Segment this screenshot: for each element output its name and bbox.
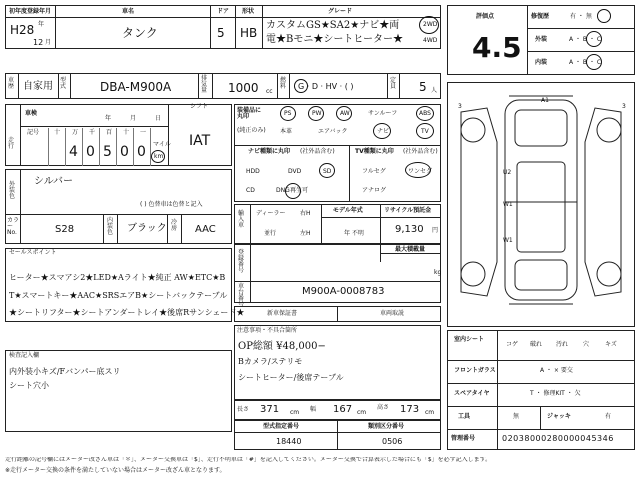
navi-title: ナビ種類に丸印 xyxy=(248,148,291,155)
capacity-unit: 人 xyxy=(431,87,438,94)
inspector-label: 検査記入欄 xyxy=(9,352,40,359)
divider xyxy=(262,5,263,49)
divider xyxy=(198,73,199,99)
divider xyxy=(234,432,441,433)
chassis-label: 車台番号 xyxy=(238,283,245,308)
equip-pw: PW xyxy=(312,110,322,117)
doors-label: ドア xyxy=(217,8,229,15)
digit-1: 0 xyxy=(86,144,95,160)
color-note: ( ) 色替車は色替と記入 xyxy=(140,201,203,208)
drive-4wd: 4WD xyxy=(423,37,438,44)
divider xyxy=(58,73,59,99)
tv-analog: アナログ xyxy=(362,187,387,194)
exterior-options: A ・ B ・ C xyxy=(569,36,602,43)
navi-playback: 再生可 xyxy=(290,187,309,194)
seat-label: 室内シート xyxy=(454,336,485,343)
divider xyxy=(234,281,441,282)
digit-hdr-5: 一 xyxy=(140,129,147,136)
equip-navi: ナビ xyxy=(377,128,390,135)
divider xyxy=(210,5,211,49)
sales-points-label: セールスポイント xyxy=(9,249,57,256)
equipment-label: 装備品に丸印 xyxy=(237,107,262,120)
class-label: 類別区分番号 xyxy=(368,423,405,430)
navi-dng: DNG xyxy=(276,187,290,194)
grade-label: グレード xyxy=(328,8,353,15)
digit-2: 5 xyxy=(103,144,112,160)
divider xyxy=(5,17,441,18)
interior-label: 内装 xyxy=(535,59,548,66)
height-unit: cm xyxy=(425,409,435,416)
car-name-label: 車名 xyxy=(122,8,135,15)
model-year-label: モデル年式 xyxy=(333,207,363,214)
tools-label: 工具 xyxy=(458,413,471,420)
car-name: タンク xyxy=(122,26,158,40)
note-line3: シートヒーター/後席テーブル xyxy=(238,373,344,382)
tools: 無 xyxy=(513,413,520,420)
air-conditioner: AAC xyxy=(195,224,216,235)
digit-hdr-1: 万 xyxy=(72,129,79,136)
equip-tv: TV xyxy=(421,128,429,135)
seat-opt-stain: 汚れ xyxy=(556,341,569,348)
import-parallel: 並行 xyxy=(264,230,277,237)
divider xyxy=(289,73,290,99)
divider xyxy=(48,128,49,166)
divider xyxy=(387,73,388,99)
equip-sunroof: サンルーフ xyxy=(368,110,398,117)
load-label: 最大積載量 xyxy=(395,246,426,253)
width-unit: cm xyxy=(357,409,367,416)
divider xyxy=(380,253,441,254)
divider xyxy=(103,214,104,244)
equip-airbag: エアバック xyxy=(318,128,348,135)
import-right: 右H xyxy=(300,210,311,217)
spare-label: スペアタイヤ xyxy=(454,390,490,397)
capacity: 5 xyxy=(419,80,427,94)
inspection-label: 車検 xyxy=(25,110,38,117)
jack: 有 xyxy=(605,413,612,420)
exterior-circle xyxy=(586,31,602,47)
wheel-fr xyxy=(597,118,621,142)
import-label: 輸入車 xyxy=(238,210,245,229)
digit-0: 4 xyxy=(69,144,78,160)
trunk xyxy=(515,260,567,290)
day-unit: 日 xyxy=(155,115,162,122)
equip-abs: ABS xyxy=(419,110,431,117)
divider xyxy=(55,5,56,49)
digit-3: 0 xyxy=(120,144,129,160)
footer-line2: ※走行メーター交換の条件を満たしていない場合はメーター改ざん車となります。 xyxy=(5,467,226,474)
interior-color-label: 内装色 xyxy=(107,217,114,236)
repair-circle xyxy=(597,9,611,23)
interior-circle xyxy=(586,54,602,70)
mark-right-3: 3 xyxy=(622,103,626,110)
car-body xyxy=(505,97,577,300)
seat-opt-hole: 穴 xyxy=(583,341,590,348)
height: 173 xyxy=(400,404,420,415)
inspector-line1: 内外装小キズ/Fバンパー底スリ xyxy=(9,367,121,376)
km-unit: km xyxy=(154,153,164,160)
exterior-color: シルバー xyxy=(34,176,74,187)
drive-2wd: 2WD xyxy=(423,21,438,28)
divider xyxy=(82,128,83,166)
shape: HB xyxy=(240,26,258,40)
reg-number-label: 登録番号 xyxy=(238,249,245,274)
mgmt-label: 管理番号 xyxy=(451,435,476,442)
equip-leather: 本革 xyxy=(280,128,293,135)
divider xyxy=(65,128,66,166)
divider xyxy=(399,73,400,99)
divider xyxy=(447,383,635,384)
divider xyxy=(234,145,441,146)
divider xyxy=(250,204,251,244)
grade-line1: カスタムGS★SA2★ナビ★両 xyxy=(266,20,400,31)
first-reg-month: 12 xyxy=(33,38,44,47)
divider xyxy=(150,128,151,166)
divider xyxy=(527,5,528,75)
inspector-block xyxy=(5,350,232,432)
hood xyxy=(515,110,567,146)
sales-point-line3: ★シートリフター★シートアンダートレイ★後席Rサンシェード★ xyxy=(9,308,245,317)
month-label: 月 xyxy=(45,39,52,46)
mile-unit: マイル xyxy=(153,141,171,148)
divider xyxy=(133,128,134,166)
divider xyxy=(117,214,118,244)
width: 167 xyxy=(333,404,353,415)
year-label: 年 xyxy=(38,21,45,28)
wheel-fl xyxy=(461,118,485,142)
digit-hdr-3: 百 xyxy=(106,129,113,136)
warranty-doc: 新車保証書 xyxy=(267,310,298,317)
digit-4: 0 xyxy=(137,144,146,160)
doors: 5 xyxy=(217,26,225,40)
divider xyxy=(5,214,232,215)
glass-options: A ・ × 要交 xyxy=(540,367,573,374)
travel-label: 走行 xyxy=(8,137,15,150)
equip-ps: PS xyxy=(284,110,292,117)
height-label: 高さ xyxy=(377,404,390,411)
jack-label: ジャッキ xyxy=(547,413,571,420)
import-dealer: ディーラー xyxy=(256,210,286,217)
mark-left-3: 3 xyxy=(458,103,462,110)
fuel-options: G · D · HV · ( ) xyxy=(298,82,354,91)
note-line2: Bカメラ/ステリモ xyxy=(238,357,303,366)
digit-hdr-4: 十 xyxy=(123,129,130,136)
mark-u2: U2 xyxy=(503,169,512,176)
divider xyxy=(447,406,635,407)
length-unit: cm xyxy=(290,409,300,416)
color-label: 外装色 xyxy=(9,181,16,200)
recycle-label: リサイクル預託金 xyxy=(384,207,432,214)
seat-opt-burn: コゲ xyxy=(506,341,519,348)
divider xyxy=(540,406,541,429)
tv-sub: (社外品含む) xyxy=(403,148,438,155)
divider xyxy=(167,214,168,244)
divider xyxy=(337,306,338,322)
navi-cd: CD xyxy=(246,187,255,194)
kg-unit: kg xyxy=(434,269,442,276)
model: DBA-M900A xyxy=(100,80,172,94)
repair-label: 修復歴 xyxy=(531,13,550,20)
equipment-label2: (純正のみ) xyxy=(237,127,266,134)
mark-a1: A1 xyxy=(541,97,549,104)
divider xyxy=(337,420,338,450)
first-reg-label: 初年度登録年月 xyxy=(9,8,52,15)
cc-unit: cc xyxy=(266,88,273,95)
notes-label: 注意事項・不具合箇所 xyxy=(237,327,298,334)
year-unit: 年 xyxy=(105,115,112,122)
class-number: 0506 xyxy=(382,437,403,446)
note-line1: OP総額 ¥48,000− xyxy=(238,341,326,352)
length-label: 長さ xyxy=(237,406,250,413)
divider xyxy=(20,126,168,127)
divider xyxy=(18,73,19,99)
divider xyxy=(99,128,100,166)
vehicle-label: 車歴 xyxy=(8,77,15,90)
divider xyxy=(321,217,441,218)
seat-opt-tear: 破れ xyxy=(530,341,543,348)
roof xyxy=(517,162,565,252)
divider xyxy=(277,73,278,99)
divider xyxy=(250,244,251,303)
divider xyxy=(527,28,635,29)
note-label: 記号 xyxy=(27,129,40,136)
mark-w1-lower: W1 xyxy=(503,237,513,244)
import-left: 左H xyxy=(300,230,311,237)
divider xyxy=(349,145,350,202)
divider xyxy=(235,5,236,49)
yen-unit: 円 xyxy=(432,227,439,234)
wheel-rr xyxy=(597,262,621,286)
shift-label: シフト xyxy=(190,103,209,110)
navi-sd: SD xyxy=(323,168,332,175)
manual-doc: 車両取説 xyxy=(380,310,405,317)
capacity-label: 定員 xyxy=(390,77,397,90)
footer-line1: 走行距離の記号欄にはメーター改ざん車は「＊」、メーター交換車は「$」、走行不明車は「#」を記入してください。メーター交換で合算表示した場合にも「$」を必ず記入します。 xyxy=(5,457,492,463)
model-year: 年 不明 xyxy=(344,230,364,237)
wheel-rl xyxy=(461,262,485,286)
sales-point-line2: T★スマートキー★AAC★SRSエアB★シートバックテーブル xyxy=(9,291,228,300)
divider xyxy=(447,360,635,361)
chassis-number: M900A-0008783 xyxy=(302,286,385,297)
divider xyxy=(168,104,169,166)
divider xyxy=(70,73,71,99)
seat-opt-scratch: キズ xyxy=(605,341,617,348)
grade-line2: 電★Bモニ★シートヒーター★ xyxy=(266,34,403,45)
exterior-label: 外装 xyxy=(535,36,548,43)
shift: IAT xyxy=(189,133,211,149)
shape-label: 形状 xyxy=(242,8,255,15)
type-label: 型式指定番号 xyxy=(263,423,300,430)
car-diagram-svg xyxy=(447,82,635,327)
tv-oneseg: ワンセグ xyxy=(408,168,433,175)
divider xyxy=(497,330,498,450)
displacement: 1000 xyxy=(228,81,259,95)
first-reg-year: H28 xyxy=(10,23,35,37)
tv-title: TV種類に丸印 xyxy=(355,148,394,155)
divider xyxy=(20,169,21,244)
digit-hdr-2: 千 xyxy=(89,129,96,136)
left-side xyxy=(461,108,497,296)
divider xyxy=(321,204,322,244)
mark-w1-upper: W1 xyxy=(503,201,513,208)
right-side xyxy=(585,108,621,296)
interior-options: A ・ B ・ C xyxy=(569,59,602,66)
navi-sub: (社外品含む) xyxy=(300,148,335,155)
disp-label: 排気量 xyxy=(201,75,208,94)
type-number: 18440 xyxy=(276,437,302,446)
score-label: 評価点 xyxy=(476,13,495,20)
interior-color: ブラック xyxy=(127,223,167,234)
inspector-line2: シート穴小 xyxy=(9,381,49,390)
model-label: 型式 xyxy=(60,77,67,90)
navi-hdd: HDD xyxy=(246,168,260,175)
recycle-fee: 9,130 xyxy=(395,224,424,235)
navi-dvd: DVD xyxy=(288,168,302,175)
spare-options: T ・ 修理KIT ・ 欠 xyxy=(530,390,581,397)
repair-options: 有 ・ 無 xyxy=(570,13,592,20)
width-label: 幅 xyxy=(310,406,317,413)
divider xyxy=(20,104,21,166)
sales-point-line1: ヒーター★スマアシ2★LED★Aライト★純正 AW★ETC★B xyxy=(9,273,226,282)
divider xyxy=(212,73,213,99)
divider xyxy=(447,429,635,430)
length: 371 xyxy=(260,404,280,415)
color-code: S28 xyxy=(55,224,75,235)
score-value: 4.5 xyxy=(472,31,522,64)
divider xyxy=(527,51,635,52)
fuel-label: 燃料 xyxy=(280,77,287,90)
glass-label: フロントガラス xyxy=(454,367,496,374)
equip-aw: AW xyxy=(340,110,350,117)
color-code-label: カラーNo. xyxy=(7,217,20,236)
digit-hdr-0: 十 xyxy=(54,129,61,136)
month-unit: 月 xyxy=(130,115,137,122)
mgmt-number: 02038000280000045346 xyxy=(502,434,614,443)
ac-label: 冷房 xyxy=(171,219,178,232)
tv-fullseg: フルセグ xyxy=(362,168,386,175)
vehicle: 自家用 xyxy=(23,81,53,92)
divider xyxy=(116,128,117,166)
divider xyxy=(181,214,182,244)
